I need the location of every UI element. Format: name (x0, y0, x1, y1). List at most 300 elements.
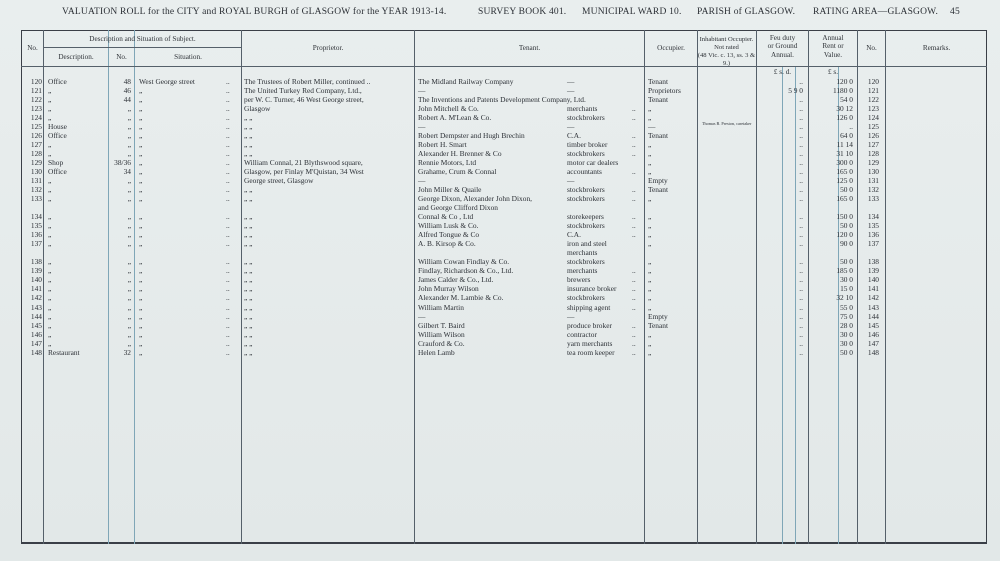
cell-no-right: 140 (867, 275, 879, 285)
cell-situation: „ (139, 266, 143, 276)
cell-description: Office (48, 167, 67, 177)
cell-number: „ (127, 230, 131, 240)
cell-number: „ (127, 293, 131, 303)
cell-tenant-occupation: stockbrokers (567, 185, 605, 195)
table-row (0, 257, 1000, 266)
cell-rent: 15 0 (840, 284, 853, 294)
cell-tenant-occupation: — (567, 176, 575, 186)
table-row (0, 230, 1000, 239)
cell-proprietor: „ „ (244, 140, 253, 150)
cell-number: 38/36 (114, 158, 131, 168)
cell-no-right: 134 (867, 212, 879, 222)
table-row (0, 303, 1000, 312)
cell-proprietor: „ „ (244, 212, 253, 222)
cell-tenant-dots: .. (632, 293, 636, 303)
cell-tenant-dots: .. (632, 284, 636, 294)
cell-rent: 120 0 (836, 77, 853, 86)
cell-situation: „ (139, 293, 143, 303)
cell-situation-dots: .. (226, 338, 230, 348)
cell-occupier: „ (648, 149, 652, 159)
parish: PARISH of GLASGOW. (697, 7, 796, 17)
cell-proprietor: „ „ (244, 338, 253, 348)
cell-number: „ (127, 113, 131, 123)
cell-situation-dots: .. (226, 239, 230, 249)
cell-situation-dots: .. (226, 77, 230, 86)
cell-rent: 126 0 (836, 113, 853, 123)
cell-description: „ (48, 329, 52, 339)
cell-tenant: Robert Dempster and Hugh Brechin (418, 131, 525, 141)
table-row (0, 330, 1000, 339)
cell-feu: .. (799, 140, 803, 150)
roll-title: VALUATION ROLL for the CITY and ROYAL BURGH of GLASGOW for the YEAR 1913-14. (62, 7, 447, 17)
cell-occupier: Tenant (648, 95, 669, 105)
cell-feu: .. (799, 347, 803, 357)
cell-description: House (48, 122, 67, 132)
cell-no: 125 (30, 122, 42, 132)
cell-tenant: — (418, 311, 426, 321)
cell-tenant: George Dixon, Alexander John Dixon, (418, 194, 532, 204)
cell-number: „ (127, 122, 131, 132)
cell-no-right: 132 (867, 185, 879, 195)
cell-rent: 55 0 (840, 302, 853, 312)
cell-rent: 30 0 (840, 275, 853, 285)
cell-description: „ (48, 266, 52, 276)
cell-tenant-dots: .. (632, 194, 636, 204)
cell-description: Office (48, 77, 67, 86)
cell-proprietor: The Trustees of Robert Miller, continued .. (244, 77, 371, 86)
cell-tenant-dots: .. (632, 302, 636, 312)
cell-no: 128 (30, 149, 42, 159)
cell-tenant: Alfred Tongue & Co (418, 230, 480, 240)
col-feu-line1: Feu duty (769, 34, 796, 42)
cell-no: 120 (30, 77, 42, 86)
cell-occupier: „ (648, 221, 652, 231)
cell-tenant: Grahame, Crum & Connal (418, 167, 497, 177)
page-number: 45 (950, 7, 960, 17)
table-row (0, 212, 1000, 221)
cell-tenant-dots: .. (632, 347, 636, 357)
cell-no: 144 (30, 311, 42, 321)
cell-description: „ (48, 95, 52, 105)
cell-description: „ (48, 104, 52, 114)
cell-situation-dots: .. (226, 329, 230, 339)
cell-no: 143 (30, 302, 42, 312)
table-row (0, 339, 1000, 348)
cell-situation: „ (139, 302, 143, 312)
cell-occupier: „ (648, 194, 652, 204)
cell-situation-dots: .. (226, 266, 230, 276)
cell-tenant: John Mitchell & Co. (418, 104, 479, 114)
cell-feu: .. (799, 239, 803, 249)
cell-number: „ (127, 194, 131, 204)
cell-rent: 185 0 (836, 266, 853, 276)
cell-occupier: Empty (648, 311, 668, 321)
cell-proprietor: „ „ (244, 131, 253, 141)
cell-proprietor: „ „ (244, 266, 253, 276)
cell-situation: „ (139, 95, 143, 105)
cell-situation: „ (139, 167, 143, 177)
cell-tenant: and George Clifford Dixon (418, 203, 498, 213)
cell-proprietor: Glasgow, per Finlay M'Quistan, 34 West (244, 167, 364, 177)
cell-rent: 11 14 (836, 140, 853, 150)
cell-rent: 28 0 (840, 320, 853, 330)
cell-description: „ (48, 230, 52, 240)
cell-occupier: Tenant (648, 77, 669, 86)
cell-situation: „ (139, 149, 143, 159)
cell-tenant-occupation: stockbrokers (567, 113, 605, 123)
cell-proprietor: William Connal, 21 Blythswood square, (244, 158, 363, 168)
cell-tenant-occupation: tea room keeper (567, 347, 615, 357)
table-row (0, 293, 1000, 302)
cell-occupier: „ (648, 266, 652, 276)
table-row (0, 176, 1000, 185)
cell-rent: 150 0 (836, 212, 853, 222)
feu-currency: £ s. d. (773, 68, 792, 76)
cell-situation-dots: .. (226, 140, 230, 150)
cell-tenant: William Lusk & Co. (418, 221, 479, 231)
cell-occupier: „ (648, 104, 652, 114)
cell-no-right: 148 (867, 347, 879, 357)
cell-rent: 32 10 (836, 293, 853, 303)
cell-rent: 75 0 (840, 311, 853, 321)
cell-tenant-occupation: stockbrokers (567, 293, 605, 303)
cell-feu: .. (799, 329, 803, 339)
col-occupier: Occupier. (657, 44, 685, 52)
cell-feu: .. (799, 338, 803, 348)
cell-feu: .. (799, 212, 803, 222)
cell-situation: „ (139, 230, 143, 240)
cell-tenant-occupation: accountants (567, 167, 602, 177)
cell-no-right: 147 (867, 338, 879, 348)
cell-situation-dots: .. (226, 131, 230, 141)
cell-tenant-occupation: C.A. (567, 131, 581, 141)
cell-description: „ (48, 302, 52, 312)
cell-tenant-occupation: motor car dealers (567, 158, 619, 168)
cell-tenant: A. B. Kirsop & Co. (418, 239, 476, 249)
cell-description: „ (48, 338, 52, 348)
cell-description: „ (48, 221, 52, 231)
table-row (0, 194, 1000, 203)
cell-proprietor: „ „ (244, 257, 253, 267)
cell-situation-dots: .. (226, 194, 230, 204)
cell-tenant-dots: .. (632, 167, 636, 177)
cell-situation: „ (139, 113, 143, 123)
cell-number: „ (127, 104, 131, 114)
cell-proprietor: Glasgow (244, 104, 271, 114)
cell-tenant: James Calder & Co., Ltd. (418, 275, 494, 285)
cell-tenant-dots: .. (632, 185, 636, 195)
col-feu-line2: or Ground (767, 42, 798, 51)
cell-inhabitant: Thomas B. Preston, caretaker (702, 121, 752, 127)
cell-no-right: 130 (867, 167, 879, 177)
table-row (0, 122, 1000, 131)
cell-no-right: 131 (867, 176, 879, 186)
cell-tenant: Robert A. M'Lean & Co. (418, 113, 492, 123)
cell-situation: „ (139, 140, 143, 150)
cell-rent: 50 0 (840, 257, 853, 267)
cell-occupier: Empty (648, 176, 668, 186)
cell-occupier: „ (648, 167, 652, 177)
table-row (0, 95, 1000, 104)
cell-no: 134 (30, 212, 42, 222)
cell-no-right: 133 (867, 194, 879, 204)
table-row (0, 284, 1000, 293)
cell-rent: 31 10 (836, 149, 853, 159)
cell-description: Restaurant (48, 347, 80, 357)
cell-description: „ (48, 113, 52, 123)
cell-feu: .. (799, 257, 803, 267)
cell-no: 129 (30, 158, 42, 168)
cell-no: 133 (30, 194, 42, 204)
cell-rent: 64 0 (840, 131, 853, 141)
cell-situation: „ (139, 194, 143, 204)
cell-no-right: 143 (867, 302, 879, 312)
cell-feu: .. (799, 158, 803, 168)
cell-number: „ (127, 149, 131, 159)
cell-rent: 50 0 (840, 347, 853, 357)
cell-no-right: 122 (867, 95, 879, 105)
cell-tenant: William Martin (418, 302, 464, 312)
cell-no-right: 125 (867, 122, 879, 132)
cell-tenant: Gilbert T. Baird (418, 320, 465, 330)
cell-no-right: 145 (867, 320, 879, 330)
cell-situation: „ (139, 122, 143, 132)
cell-description: „ (48, 320, 52, 330)
cell-occupier: „ (648, 293, 652, 303)
table-row (0, 321, 1000, 330)
rating-area: RATING AREA—GLASGOW. (813, 7, 939, 17)
col-rent (809, 34, 857, 59)
rent-currency: £ s. (828, 68, 838, 76)
table-row (0, 312, 1000, 321)
table-row (0, 140, 1000, 149)
cell-no: 142 (30, 293, 42, 303)
cell-description: „ (48, 257, 52, 267)
cell-situation: „ (139, 257, 143, 267)
cell-no: 121 (30, 86, 42, 96)
cell-description: „ (48, 275, 52, 285)
cell-situation-dots: .. (226, 311, 230, 321)
col-feu-line3: Annual. (771, 50, 794, 59)
cell-situation-dots: .. (226, 86, 230, 96)
cell-situation: „ (139, 347, 143, 357)
cell-situation-dots: .. (226, 122, 230, 132)
table-row (0, 167, 1000, 176)
cell-proprietor: „ „ (244, 221, 253, 231)
cell-description: „ (48, 185, 52, 195)
cell-occupier: „ (648, 113, 652, 123)
cell-description: Office (48, 131, 67, 141)
cell-rent: 50 0 (840, 185, 853, 195)
cell-no-right: 124 (867, 113, 879, 123)
cell-proprietor: George street, Glasgow (244, 176, 314, 186)
cell-no-right: 144 (867, 311, 879, 321)
cell-tenant: Rennie Motors, Ltd (418, 158, 477, 168)
col-inhabitant-line3: (48 Vic. c. 13, ss. 3 & 9.) (697, 52, 756, 67)
cell-number: „ (127, 266, 131, 276)
cell-situation: „ (139, 185, 143, 195)
cell-description: „ (48, 140, 52, 150)
cell-rent: 50 0 (840, 221, 853, 231)
cell-situation-dots: .. (226, 167, 230, 177)
cell-no: 126 (30, 131, 42, 141)
cell-number: „ (127, 131, 131, 141)
cell-rent: 30 12 (836, 104, 853, 114)
cell-situation-dots: .. (226, 275, 230, 285)
cell-number: „ (127, 311, 131, 321)
cell-feu: .. (799, 320, 803, 330)
cell-number: 48 (123, 77, 131, 86)
cell-rent: 300 0 (836, 158, 853, 168)
cell-tenant: William Cowan Findlay & Co. (418, 257, 510, 267)
cell-number: 34 (123, 167, 131, 177)
cell-no-right: 128 (867, 149, 879, 159)
cell-no: 123 (30, 104, 42, 114)
table-row (0, 113, 1000, 122)
col-rent-line3: Value. (823, 50, 843, 59)
cell-feu: .. (799, 230, 803, 240)
cell-tenant-occupation: — (567, 311, 575, 321)
cell-feu: .. (799, 176, 803, 186)
cell-situation-dots: .. (226, 257, 230, 267)
cell-tenant: John Miller & Quaile (418, 185, 482, 195)
cell-proprietor: „ „ (244, 239, 253, 249)
cell-no: 140 (30, 275, 42, 285)
table-row (0, 86, 1000, 95)
cell-tenant-occupation: timber broker (567, 140, 608, 150)
cell-no: 146 (30, 329, 42, 339)
cell-number: „ (127, 275, 131, 285)
table-row (0, 221, 1000, 230)
cell-no: 147 (30, 338, 42, 348)
cell-situation-dots: .. (226, 320, 230, 330)
col-rent-line2: Rent or (822, 42, 844, 51)
cell-proprietor: „ „ (244, 122, 253, 132)
cell-tenant-dots: .. (632, 131, 636, 141)
cell-description: „ (48, 293, 52, 303)
table-row (0, 248, 1000, 257)
cell-number: „ (127, 257, 131, 267)
cell-tenant-dots: .. (632, 329, 636, 339)
cell-no-right: 127 (867, 140, 879, 150)
cell-tenant-occupation: C.A. (567, 230, 581, 240)
cell-no-right: 126 (867, 131, 879, 141)
cell-situation: West George street (139, 77, 195, 86)
cell-rent: .. (849, 122, 853, 132)
cell-no: 131 (30, 176, 42, 186)
cell-proprietor: The United Turkey Red Company, Ltd., (244, 86, 362, 96)
cell-situation: „ (139, 104, 143, 114)
table-row (0, 77, 1000, 86)
cell-occupier: — (648, 122, 656, 132)
municipal-ward: MUNICIPAL WARD 10. (582, 7, 682, 17)
cell-situation: „ (139, 275, 143, 285)
cell-occupier: „ (648, 284, 652, 294)
cell-no: 132 (30, 185, 42, 195)
cell-tenant: Findlay, Richardson & Co., Ltd. (418, 266, 514, 276)
cell-tenant-dots: .. (632, 113, 636, 123)
cell-number: „ (127, 239, 131, 249)
cell-feu: .. (799, 122, 803, 132)
cell-feu: .. (799, 113, 803, 123)
cell-feu: .. (799, 131, 803, 141)
col-remarks: Remarks. (922, 44, 951, 52)
cell-tenant: The Inventions and Patents Development Company, Ltd. (418, 95, 586, 105)
cell-tenant-dots: .. (632, 338, 636, 348)
cell-rent: 54 0 (840, 95, 853, 105)
cell-tenant-occupation: — (567, 77, 575, 86)
cell-tenant-occupation: stockbrokers (567, 194, 605, 204)
cell-no-right: 120 (867, 77, 879, 86)
cell-feu: .. (799, 149, 803, 159)
cell-no-right: 138 (867, 257, 879, 267)
cell-no-right: 123 (867, 104, 879, 114)
cell-situation: „ (139, 176, 143, 186)
cell-feu: .. (799, 194, 803, 204)
cell-tenant-occupation: iron and steel (567, 239, 607, 249)
col-inhabitant (697, 36, 756, 68)
cell-situation-dots: .. (226, 149, 230, 159)
cell-tenant: — (418, 86, 426, 96)
cell-situation: „ (139, 284, 143, 294)
cell-feu: .. (799, 275, 803, 285)
cell-tenant: Connal & Co , Ltd (418, 212, 474, 222)
cell-no-right: 129 (867, 158, 879, 168)
cell-tenant-occupation: merchants (567, 248, 598, 258)
cell-tenant-occupation: merchants (567, 266, 598, 276)
col-description: Description. (58, 53, 94, 61)
cell-rent: 165 0 (836, 194, 853, 204)
col-rent-line1: Annual (822, 34, 844, 42)
cell-tenant-occupation: shipping agent (567, 302, 611, 312)
cell-tenant-occupation: merchants (567, 104, 598, 114)
cell-number: „ (127, 329, 131, 339)
cell-situation-dots: .. (226, 176, 230, 186)
cell-situation-dots: .. (226, 230, 230, 240)
col-inhabitant-line1: Inhabitant Occupier. (699, 36, 754, 43)
rule (43, 47, 241, 48)
cell-proprietor: „ „ (244, 230, 253, 240)
cell-occupier: „ (648, 347, 652, 357)
cell-feu: 5 9 0 (788, 86, 803, 96)
col-situation: Situation. (174, 53, 202, 61)
table-row (0, 185, 1000, 194)
cell-tenant: Robert H. Smart (418, 140, 467, 150)
cell-tenant-dots: .. (632, 230, 636, 240)
survey-book: SURVEY BOOK 401. (478, 7, 567, 17)
cell-number: 32 (123, 347, 131, 357)
cell-tenant: Crauford & Co. (418, 338, 465, 348)
cell-situation-dots: .. (226, 302, 230, 312)
cell-tenant: Alexander H. Brenner & Co (418, 149, 502, 159)
col-tenant: Tenant. (518, 44, 541, 52)
cell-situation-dots: .. (226, 185, 230, 195)
cell-description: „ (48, 284, 52, 294)
cell-tenant-dots: .. (632, 104, 636, 114)
cell-proprietor: „ „ (244, 293, 253, 303)
cell-tenant-dots: .. (632, 212, 636, 222)
cell-situation: „ (139, 131, 143, 141)
cell-feu: .. (799, 302, 803, 312)
cell-no: 135 (30, 221, 42, 231)
cell-proprietor: „ „ (244, 311, 253, 321)
page-header (0, 7, 1000, 21)
cell-description: „ (48, 212, 52, 222)
col-proprietor: Proprietor. (312, 44, 344, 52)
table-row (0, 104, 1000, 113)
cell-situation: „ (139, 311, 143, 321)
cell-rent: 120 0 (836, 230, 853, 240)
